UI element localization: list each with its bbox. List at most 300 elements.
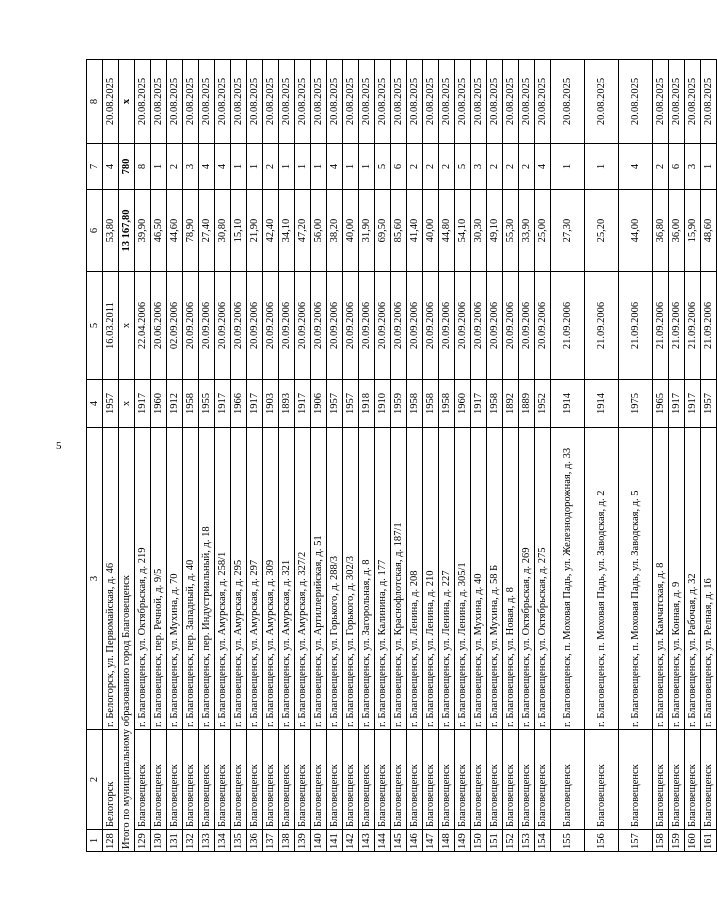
year-cell: 1889 [519, 380, 535, 428]
count-cell: 2 [423, 144, 439, 190]
address-cell: г. Благовещенск, ул. Горького, д. 302/3 [343, 428, 359, 730]
area-cell: 41,40 [407, 190, 423, 272]
row-number: 134 [215, 830, 231, 852]
row-number: 160 [685, 830, 701, 852]
area-cell: 34,10 [279, 190, 295, 272]
header-cell: 7 [87, 144, 103, 190]
date-cell: 20.09.2006 [439, 272, 455, 380]
city-cell: Благовещенск [685, 730, 701, 830]
deadline-cell: 20.08.2025 [653, 60, 669, 144]
deadline-cell: 20.08.2025 [391, 60, 407, 144]
row-number: 137 [263, 830, 279, 852]
deadline-cell: 20.08.2025 [487, 60, 503, 144]
date-cell: 20.09.2006 [231, 272, 247, 380]
date-cell: 20.09.2006 [375, 272, 391, 380]
deadline-cell: 20.08.2025 [455, 60, 471, 144]
count-cell: 1 [295, 144, 311, 190]
table-row [199, 60, 215, 852]
address-cell: г. Благовещенск, ул. Горького, д. 288/3 [327, 428, 343, 730]
city-cell: Благовещенск [407, 730, 423, 830]
area-cell: 54,10 [455, 190, 471, 272]
date-cell: 20.09.2006 [423, 272, 439, 380]
count-cell: 1 [701, 144, 717, 190]
table-row [167, 60, 183, 852]
year-cell: 1958 [183, 380, 199, 428]
deadline-cell: 20.08.2025 [231, 60, 247, 144]
city-cell: Благовещенск [551, 730, 585, 830]
year-cell: 1960 [151, 380, 167, 428]
area-cell: 36,00 [669, 190, 685, 272]
row-number: 159 [669, 830, 685, 852]
table-row [471, 60, 487, 852]
row-number: 140 [311, 830, 327, 852]
year-cell: 1958 [423, 380, 439, 428]
area-cell: 40,00 [423, 190, 439, 272]
row-number: 145 [391, 830, 407, 852]
row-number: 150 [471, 830, 487, 852]
year-cell: 1957 [343, 380, 359, 428]
city-cell: Благовещенск [295, 730, 311, 830]
row-number: 149 [455, 830, 471, 852]
city-cell: Благовещенск [231, 730, 247, 830]
address-cell: г. Благовещенск, ул. Амурская, д. 258/1 [215, 428, 231, 730]
table-row [701, 60, 717, 852]
count-cell: 4 [619, 144, 653, 190]
address-cell: г. Благовещенск, ул. Новая, д. 8 [503, 428, 519, 730]
city-cell: Благовещенск [327, 730, 343, 830]
year-cell: 1914 [585, 380, 619, 428]
table-row [263, 60, 279, 852]
area-cell: 21,90 [247, 190, 263, 272]
year-cell: 1912 [167, 380, 183, 428]
row-number: 151 [487, 830, 503, 852]
table-row [231, 60, 247, 852]
city-cell: Благовещенск [199, 730, 215, 830]
area-cell: 36,80 [653, 190, 669, 272]
date-cell: 20.09.2006 [519, 272, 535, 380]
count-cell: 1 [231, 144, 247, 190]
date-cell: 21.09.2006 [619, 272, 653, 380]
table-row [343, 60, 359, 852]
row-number: 136 [247, 830, 263, 852]
area-cell: 48,60 [701, 190, 717, 272]
total-c5: х [119, 272, 135, 380]
city-cell: Благовещенск [135, 730, 151, 830]
deadline-cell: 20.08.2025 [359, 60, 375, 144]
date-cell: 20.09.2006 [247, 272, 263, 380]
row-number: 139 [295, 830, 311, 852]
count-cell: 2 [503, 144, 519, 190]
address-cell: г. Белогорск, ул. Первомайская, д. 46 [103, 428, 119, 730]
date-cell: 20.09.2006 [391, 272, 407, 380]
city-cell: Благовещенск [151, 730, 167, 830]
deadline-cell: 20.08.2025 [423, 60, 439, 144]
table-row [551, 60, 585, 852]
table-row [519, 60, 535, 852]
table-row [585, 60, 619, 852]
table-row [151, 60, 167, 852]
year-cell: 1906 [311, 380, 327, 428]
year-cell: 1917 [135, 380, 151, 428]
date-cell: 21.09.2006 [685, 272, 701, 380]
year-cell: 1892 [503, 380, 519, 428]
deadline-cell: 20.08.2025 [503, 60, 519, 144]
date-cell: 20.09.2006 [327, 272, 343, 380]
city-cell: Благовещенск [279, 730, 295, 830]
date-cell: 20.06.2006 [151, 272, 167, 380]
table-row [391, 60, 407, 852]
count-cell: 2 [439, 144, 455, 190]
row-number: 154 [535, 830, 551, 852]
year-cell: 1966 [231, 380, 247, 428]
date-cell: 02.09.2006 [167, 272, 183, 380]
header-cell: 8 [87, 60, 103, 144]
city-cell: Благовещенск [487, 730, 503, 830]
total-c4: х [119, 380, 135, 428]
date-cell: 21.09.2006 [669, 272, 685, 380]
address-cell: г. Благовещенск, п. Моховая Падь, ул. Железнодорожная, д. 33 [551, 428, 585, 730]
header-cell: 3 [87, 428, 103, 730]
year-cell: 1917 [685, 380, 701, 428]
address-cell: г. Благовещенск, ул. Мухина, д. 70 [167, 428, 183, 730]
year-cell: 1957 [701, 380, 717, 428]
area-cell: 27,40 [199, 190, 215, 272]
date-cell: 22.04.2006 [135, 272, 151, 380]
table-row [135, 60, 151, 852]
count-cell: 1 [359, 144, 375, 190]
row-number: 161 [701, 830, 717, 852]
year-cell: 1959 [391, 380, 407, 428]
city-cell: Благовещенск [471, 730, 487, 830]
deadline-cell: 20.08.2025 [135, 60, 151, 144]
table-row [375, 60, 391, 852]
row-number: 130 [151, 830, 167, 852]
city-cell: Благовещенск [167, 730, 183, 830]
table-row [619, 60, 653, 852]
deadline-cell: 20.08.2025 [701, 60, 717, 144]
row-number: 129 [135, 830, 151, 852]
deadline-cell: 20.08.2025 [375, 60, 391, 144]
address-cell: г. Благовещенск, ул. Калинина, д. 177 [375, 428, 391, 730]
deadline-cell: 20.08.2025 [167, 60, 183, 144]
address-cell: г. Благовещенск, ул. Амурская, д. 309 [263, 428, 279, 730]
deadline-cell: 20.08.2025 [585, 60, 619, 144]
table-row [215, 60, 231, 852]
address-cell: г. Благовещенск, ул. Амурская, д. 297 [247, 428, 263, 730]
count-cell: 2 [519, 144, 535, 190]
area-cell: 56,00 [311, 190, 327, 272]
table-row [279, 60, 295, 852]
date-cell: 20.09.2006 [199, 272, 215, 380]
header-cell: 5 [87, 272, 103, 380]
deadline-cell: 20.08.2025 [215, 60, 231, 144]
city-cell: Благовещенск [247, 730, 263, 830]
address-cell: г. Благовещенск, ул. Краснофлотская, д. 187/1 [391, 428, 407, 730]
deadline-cell: 20.08.2025 [327, 60, 343, 144]
count-cell: 8 [135, 144, 151, 190]
date-cell: 21.09.2006 [585, 272, 619, 380]
deadline-cell: 20.08.2025 [295, 60, 311, 144]
area-cell: 69,50 [375, 190, 391, 272]
table-row [359, 60, 375, 852]
table-row [503, 60, 519, 852]
date-cell: 21.09.2006 [551, 272, 585, 380]
date-cell: 21.09.2006 [653, 272, 669, 380]
row-number: 155 [551, 830, 585, 852]
table-row [327, 60, 343, 852]
count-cell: 5 [375, 144, 391, 190]
count-cell: 6 [391, 144, 407, 190]
area-cell: 27,30 [551, 190, 585, 272]
table-row [103, 60, 119, 852]
address-cell: г. Благовещенск, пер. Речной, д. 9/5 [151, 428, 167, 730]
date-cell: 20.09.2006 [215, 272, 231, 380]
deadline-cell: 20.08.2025 [551, 60, 585, 144]
count-cell: 2 [263, 144, 279, 190]
date-cell: 20.09.2006 [183, 272, 199, 380]
address-cell: г. Благовещенск, ул. Амурская, д. 321 [279, 428, 295, 730]
year-cell: 1957 [327, 380, 343, 428]
deadline-cell: 20.08.2025 [199, 60, 215, 144]
year-cell: 1917 [471, 380, 487, 428]
city-cell: Благовещенск [423, 730, 439, 830]
row-number: 147 [423, 830, 439, 852]
table-row [423, 60, 439, 852]
city-cell: Благовещенск [183, 730, 199, 830]
count-cell: 4 [103, 144, 119, 190]
area-cell: 30,80 [215, 190, 231, 272]
city-cell: Благовещенск [503, 730, 519, 830]
deadline-cell: 20.08.2025 [471, 60, 487, 144]
date-cell: 20.09.2006 [295, 272, 311, 380]
address-cell: г. Благовещенск, ул. Мухина, д. 40 [471, 428, 487, 730]
count-cell: 4 [215, 144, 231, 190]
city-cell: Благовещенск [701, 730, 717, 830]
year-cell: 1952 [535, 380, 551, 428]
city-cell: Благовещенск [619, 730, 653, 830]
count-cell: 3 [685, 144, 701, 190]
count-cell: 2 [167, 144, 183, 190]
date-cell: 20.09.2006 [471, 272, 487, 380]
address-cell: г. Благовещенск, ул. Ленина, д. 208 [407, 428, 423, 730]
deadline-cell: 20.08.2025 [535, 60, 551, 144]
row-number: 146 [407, 830, 423, 852]
table-row [295, 60, 311, 852]
area-cell: 42,40 [263, 190, 279, 272]
date-cell: 20.09.2006 [359, 272, 375, 380]
year-cell: 1918 [359, 380, 375, 428]
rotated-table-container [86, 60, 717, 852]
area-cell: 78,90 [183, 190, 199, 272]
address-cell: г. Благовещенск, ул. Рабочая, д. 32 [685, 428, 701, 730]
header-cell: 4 [87, 380, 103, 428]
year-cell: 1958 [487, 380, 503, 428]
row-number: 138 [279, 830, 295, 852]
count-cell: 2 [407, 144, 423, 190]
row-number: 148 [439, 830, 455, 852]
address-cell: г. Благовещенск, ул. Релная, д. 16 [701, 428, 717, 730]
date-cell: 20.09.2006 [343, 272, 359, 380]
address-cell: г. Благовещенск, п. Моховая Падь, ул. Заводская, д. 2 [585, 428, 619, 730]
address-cell: г. Благовещенск, ул. Ленина, д. 210 [423, 428, 439, 730]
table-row [653, 60, 669, 852]
address-cell: г. Благовещенск, ул. Загорольная, д. 8 [359, 428, 375, 730]
area-cell: 44,80 [439, 190, 455, 272]
year-cell: 1965 [653, 380, 669, 428]
row-number: 158 [653, 830, 669, 852]
table-row [183, 60, 199, 852]
count-cell: 1 [311, 144, 327, 190]
table-row [487, 60, 503, 852]
count-cell: 4 [327, 144, 343, 190]
date-cell: 20.09.2006 [487, 272, 503, 380]
address-cell: г. Благовещенск, ул. Октябрьская, д. 269 [519, 428, 535, 730]
city-cell: Благовещенск [519, 730, 535, 830]
year-cell: 1955 [199, 380, 215, 428]
count-cell: 2 [487, 144, 503, 190]
total-label: Итого по муниципальному образованию город Благовещенск [119, 428, 135, 852]
address-cell: г. Благовещенск, ул. Артиллерийская, д. 51 [311, 428, 327, 730]
table-row [669, 60, 685, 852]
table-row [439, 60, 455, 852]
year-cell: 1914 [551, 380, 585, 428]
deadline-cell: 20.08.2025 [669, 60, 685, 144]
table-row [247, 60, 263, 852]
year-cell: 1917 [247, 380, 263, 428]
count-cell: 6 [669, 144, 685, 190]
year-cell: 1958 [407, 380, 423, 428]
area-cell: 44,00 [619, 190, 653, 272]
date-cell: 21.09.2006 [701, 272, 717, 380]
deadline-cell: 20.08.2025 [279, 60, 295, 144]
count-cell: 5 [455, 144, 471, 190]
date-cell: 20.09.2006 [407, 272, 423, 380]
row-number: 143 [359, 830, 375, 852]
deadline-cell: 20.08.2025 [343, 60, 359, 144]
count-cell: 3 [471, 144, 487, 190]
city-cell: Благовещенск [391, 730, 407, 830]
date-cell: 20.09.2006 [279, 272, 295, 380]
deadline-cell: 20.08.2025 [311, 60, 327, 144]
row-number: 132 [183, 830, 199, 852]
date-cell: 20.09.2006 [311, 272, 327, 380]
area-cell: 49,10 [487, 190, 503, 272]
row-number: 131 [167, 830, 183, 852]
row-number: 157 [619, 830, 653, 852]
table-row [685, 60, 701, 852]
area-cell: 25,20 [585, 190, 619, 272]
address-cell: г. Благовещенск, ул. Ленина, д. 227 [439, 428, 455, 730]
header-cell: 6 [87, 190, 103, 272]
total-c8: х [119, 60, 135, 144]
city-cell: Благовещенск [359, 730, 375, 830]
city-cell: Благовещенск [343, 730, 359, 830]
city-cell: Благовещенск [669, 730, 685, 830]
count-cell: 1 [585, 144, 619, 190]
year-cell: 1958 [439, 380, 455, 428]
deadline-cell: 20.08.2025 [439, 60, 455, 144]
housing-table [86, 59, 717, 852]
row-number: 152 [503, 830, 519, 852]
table-row [407, 60, 423, 852]
city-cell: Благовещенск [311, 730, 327, 830]
date-cell: 20.09.2006 [455, 272, 471, 380]
deadline-cell: 20.08.2025 [263, 60, 279, 144]
city-cell: Благовещенск [439, 730, 455, 830]
row-number: 133 [199, 830, 215, 852]
address-cell: г. Благовещенск, ул. Октябрьская, д. 275 [535, 428, 551, 730]
area-cell: 55,30 [503, 190, 519, 272]
date-cell: 16.03.2011 [103, 272, 119, 380]
area-cell: 53,80 [103, 190, 119, 272]
count-cell: 1 [247, 144, 263, 190]
year-cell: 1917 [295, 380, 311, 428]
address-cell: г. Благовещенск, пер. Индустриальный, д. 18 [199, 428, 215, 730]
count-cell: 1 [279, 144, 295, 190]
row-number: 141 [327, 830, 343, 852]
address-cell: г. Благовещенск, ул. Амурская, д. 295 [231, 428, 247, 730]
total-row [119, 60, 135, 852]
header-cell: 2 [87, 730, 103, 830]
area-cell: 39,90 [135, 190, 151, 272]
table-row [535, 60, 551, 852]
deadline-cell: 20.08.2025 [183, 60, 199, 144]
row-number: 128 [103, 830, 119, 852]
address-cell: г. Благовещенск, ул. Конная, д. 9 [669, 428, 685, 730]
count-cell: 4 [199, 144, 215, 190]
area-cell: 25,00 [535, 190, 551, 272]
date-cell: 20.09.2006 [503, 272, 519, 380]
year-cell: 1893 [279, 380, 295, 428]
row-number: 153 [519, 830, 535, 852]
count-cell: 1 [551, 144, 585, 190]
deadline-cell: 20.08.2025 [619, 60, 653, 144]
deadline-cell: 20.08.2025 [247, 60, 263, 144]
deadline-cell: 20.08.2025 [407, 60, 423, 144]
area-cell: 47,20 [295, 190, 311, 272]
city-cell: Благовещенск [263, 730, 279, 830]
year-cell: 1917 [669, 380, 685, 428]
total-area: 13 167,80 [119, 190, 135, 272]
header-row [87, 60, 103, 852]
area-cell: 40,00 [343, 190, 359, 272]
area-cell: 31,90 [359, 190, 375, 272]
city-cell: Благовещенск [455, 730, 471, 830]
year-cell: 1910 [375, 380, 391, 428]
city-cell: Белогорск [103, 730, 119, 830]
address-cell: г. Благовещенск, ул. Камчатская, д. 8 [653, 428, 669, 730]
table-row [311, 60, 327, 852]
year-cell: 1960 [455, 380, 471, 428]
city-cell: Благовещенск [375, 730, 391, 830]
area-cell: 30,30 [471, 190, 487, 272]
address-cell: г. Благовещенск, п. Моховая Падь, ул. Заводская, д. 5 [619, 428, 653, 730]
count-cell: 3 [183, 144, 199, 190]
address-cell: г. Благовещенск, ул. Амурская, д. 327/2 [295, 428, 311, 730]
page-number: 5 [56, 440, 62, 452]
area-cell: 15,90 [685, 190, 701, 272]
count-cell: 4 [535, 144, 551, 190]
area-cell: 85,60 [391, 190, 407, 272]
total-count: 780 [119, 144, 135, 190]
deadline-cell: 20.08.2025 [685, 60, 701, 144]
date-cell: 20.09.2006 [263, 272, 279, 380]
area-cell: 44,60 [167, 190, 183, 272]
area-cell: 46,50 [151, 190, 167, 272]
row-number: 142 [343, 830, 359, 852]
area-cell: 15,10 [231, 190, 247, 272]
deadline-cell: 20.08.2025 [103, 60, 119, 144]
